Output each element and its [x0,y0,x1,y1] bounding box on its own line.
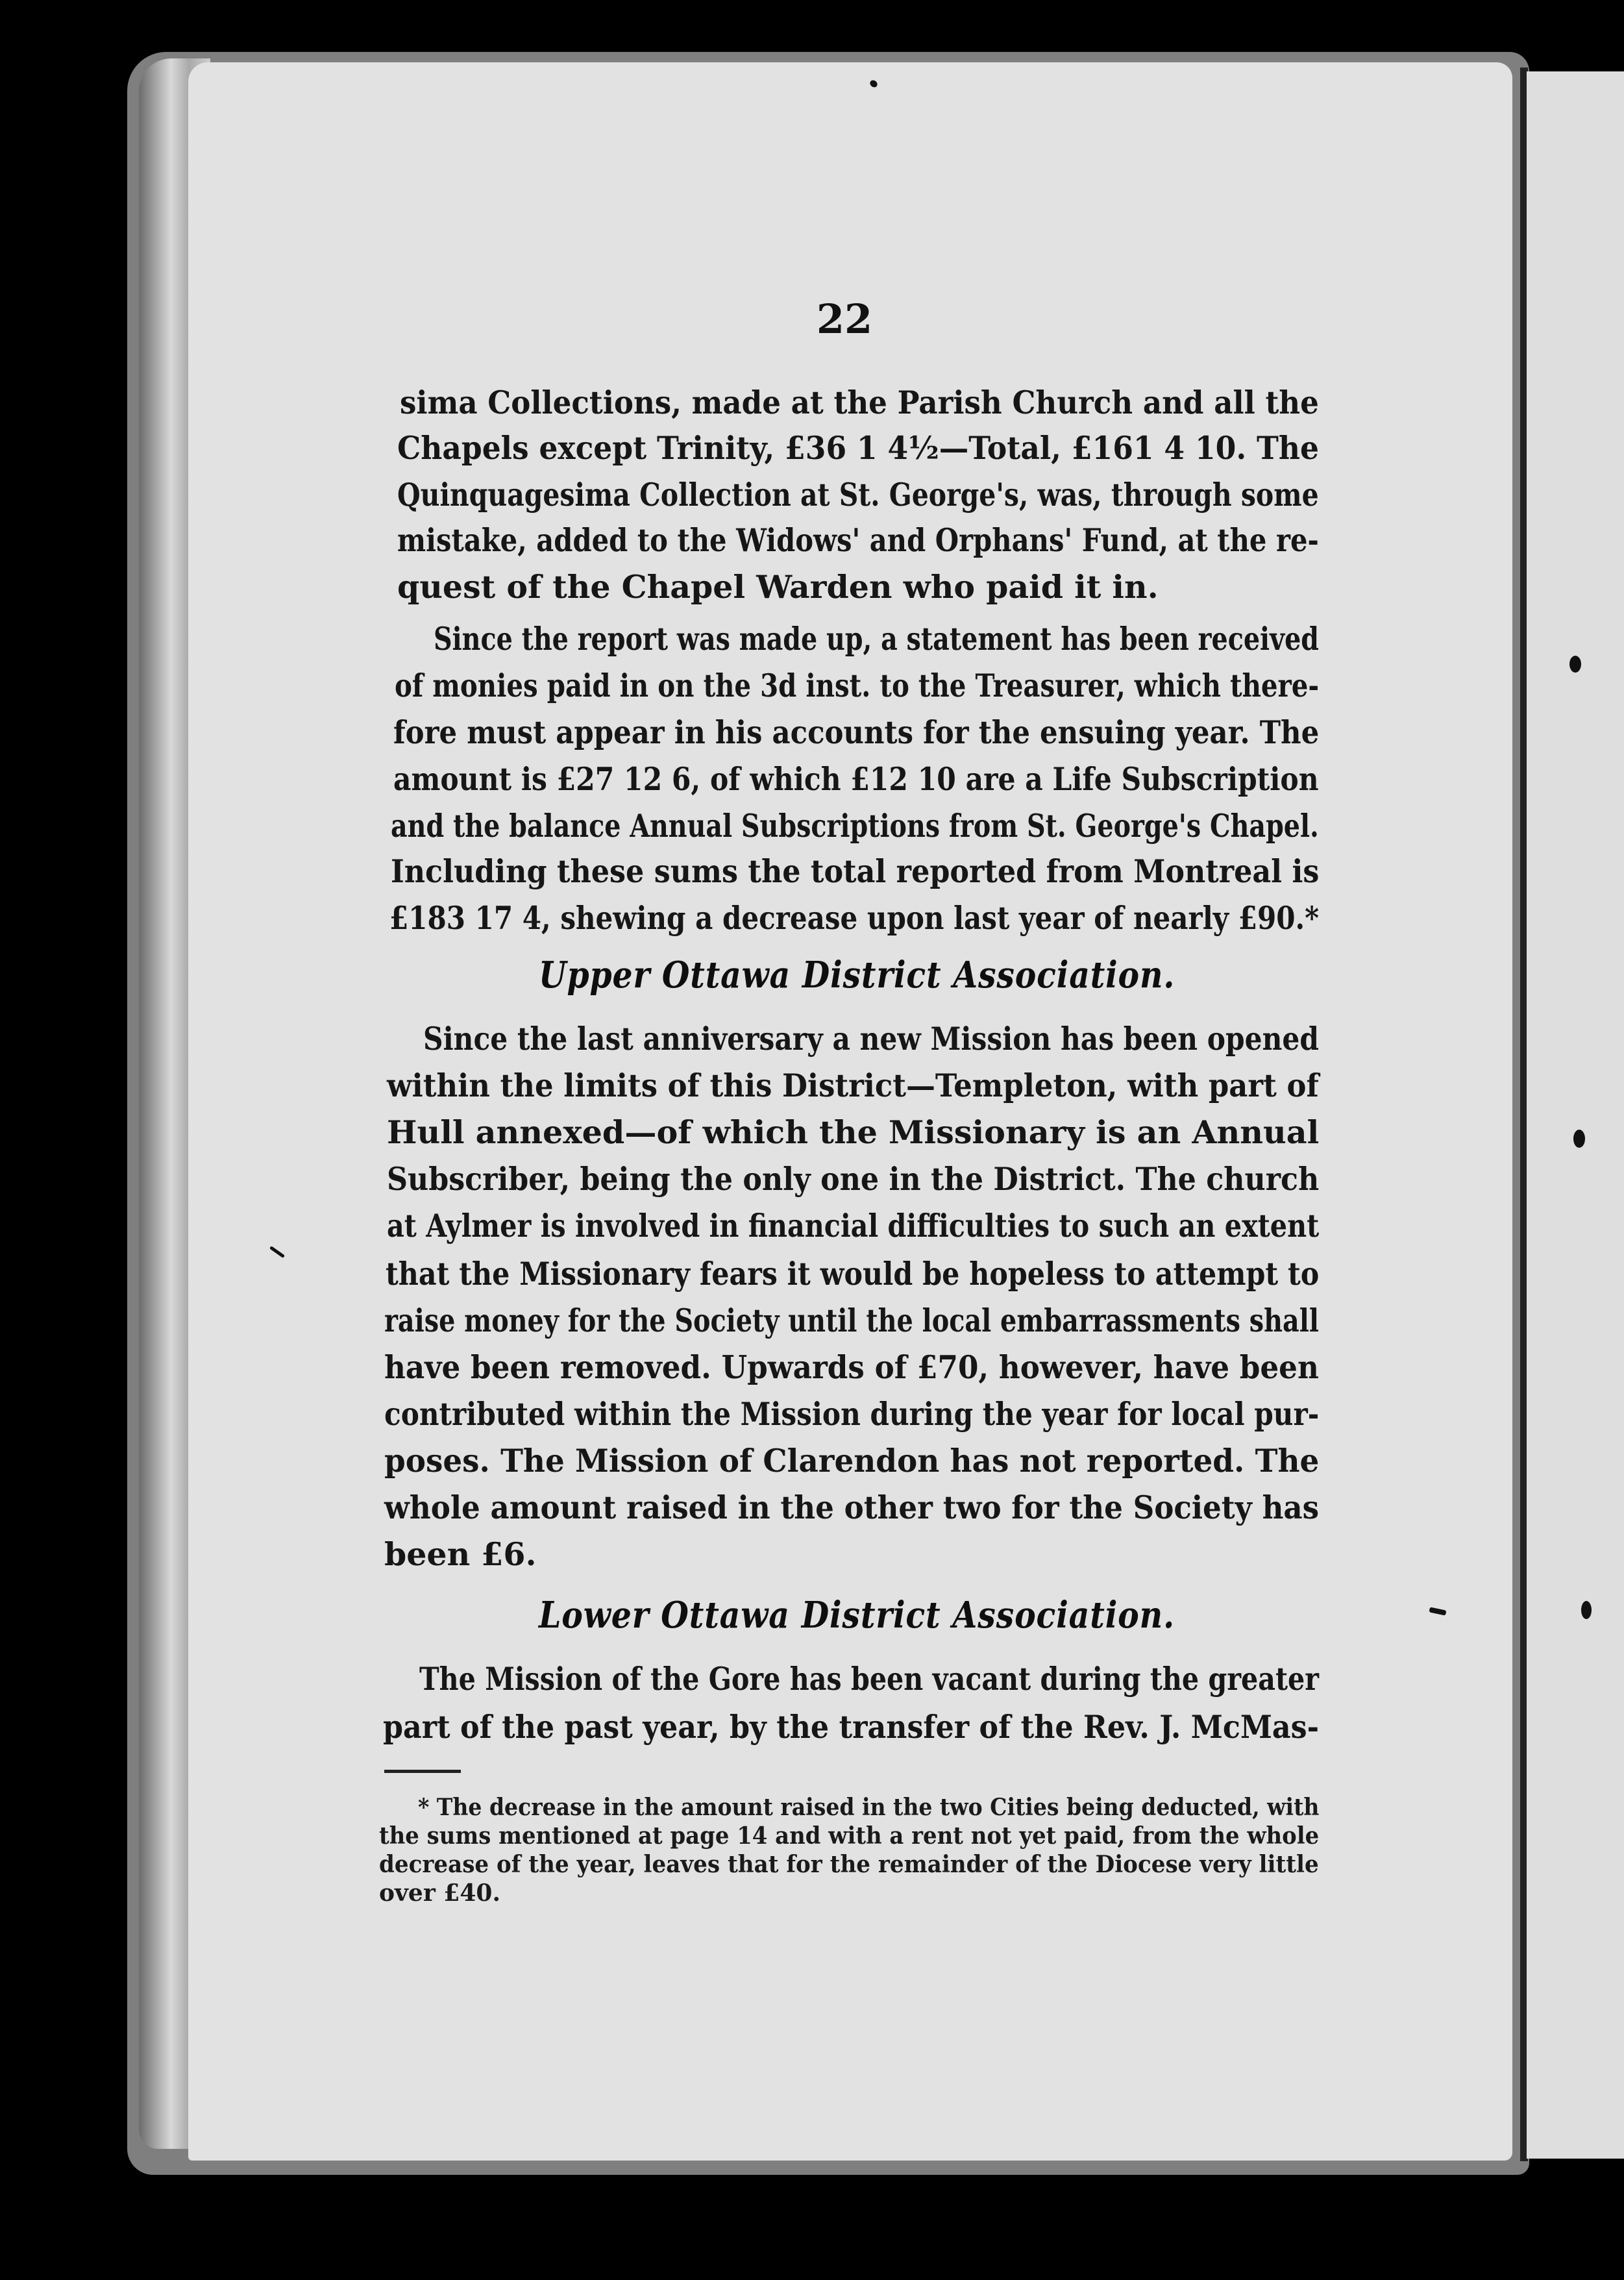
text-line: Quinquagesima Collection at St. George's, was, through some [397,476,1319,514]
text-line: and the balance Annual Subscriptions from St. George's Chapel. [391,807,1319,845]
ink-speck [1573,1130,1585,1148]
text-line: whole amount raised in the other two for the Society has [384,1489,1320,1526]
text-line: poses. The Mission of Clarendon has not reported. The [384,1442,1320,1480]
text-line: of monies paid in on the 3d inst. to the Treasurer, which there- [395,667,1320,704]
text-line: contributed within the Mission during the year for local pur- [384,1395,1320,1433]
text-line: part of the past year, by the transfer of the Rev. J. McMas- [383,1708,1320,1746]
text-line: mistake, added to the Widows' and Orphans' Fund, at the re- [397,521,1319,559]
text-line: Including these sums the total reported from Montreal is [391,852,1320,890]
text-line: amount is £27 12 6, of which £12 10 are a Life Subscription [393,760,1319,798]
footnote-line: the sums mentioned at page 14 and with a rent not yet paid, from the whole [379,1822,1320,1850]
text-line: raise money for the Society until the local embarrassments shall [384,1302,1319,1339]
adjacent-page [1527,71,1624,2159]
text-line: Since the report was made up, a statement has been received [434,620,1320,658]
text-line: fore must appear in his accounts for the ensuing year. The [393,713,1320,751]
page-number: 22 [816,295,873,343]
text-line: quest of the Chapel Warden who paid it in. [397,568,1159,606]
text-line: have been removed. Upwards of £70, however, have been [384,1348,1319,1386]
text-line: that the Missionary fears it would be hopeless to attempt to [386,1255,1320,1293]
text-line: Subscriber, being the only one in the District. The church [387,1160,1320,1198]
text-line: Hull annexed—of which the Missionary is an Annual [387,1113,1320,1151]
footnote-line: * The decrease in the amount raised in the two Cities being deducted, with [418,1794,1320,1821]
text-line: sima Collections, made at the Parish Church and all the [400,384,1319,421]
section-heading-lower-ottawa: Lower Ottawa District Association. [539,1594,1175,1637]
footnote-rule [384,1770,461,1773]
footnote-line: decrease of the year, leaves that for the remainder of the Diocese very little [379,1851,1319,1878]
ink-speck [1581,1601,1592,1619]
text-line: The Mission of the Gore has been vacant during the greater [419,1660,1320,1698]
text-line: been £6. [384,1535,537,1573]
text-line: Since the last anniversary a new Mission has been opened [423,1020,1319,1058]
section-heading-upper-ottawa: Upper Ottawa District Association. [539,954,1175,997]
text-line: within the limits of this District—Templeton, with part of [387,1067,1319,1104]
footnote-line: over £40. [379,1879,501,1907]
text-line: Chapels except Trinity, £36 1 4½—Total, £161 4 10. The [397,429,1319,467]
text-line: at Aylmer is involved in financial difficulties to such an extent [387,1207,1320,1245]
text-line: £183 17 4, shewing a decrease upon last year of nearly £90.* [389,899,1320,937]
ink-speck [1569,656,1581,673]
